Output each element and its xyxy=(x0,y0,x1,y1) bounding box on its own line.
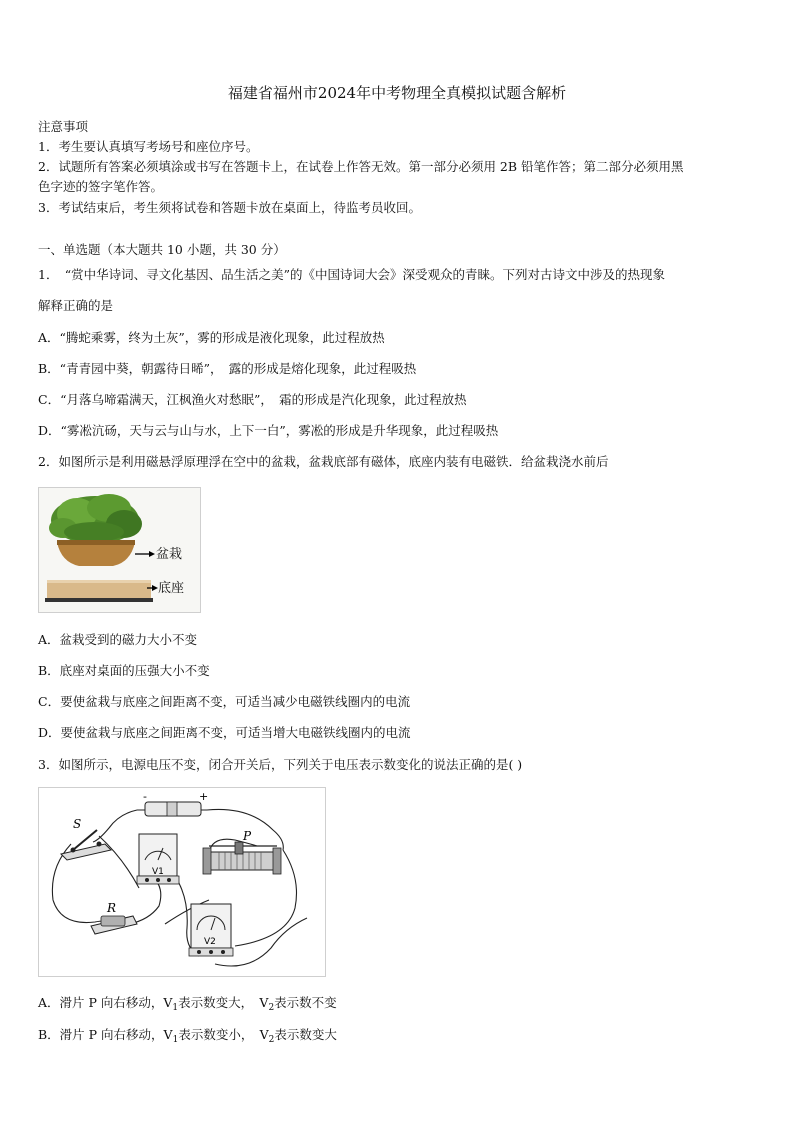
battery-minus-label: - xyxy=(143,790,147,803)
notice-item: 2．试题所有答案必须填涂或书写在答题卡上，在试卷上作答无效。第一部分必须用 2B 铅笔作答；第二部分必须用黑 xyxy=(38,159,684,174)
q3-option-b-text: 表示数变小， V xyxy=(178,1027,269,1042)
levitating-plant-figure xyxy=(38,487,201,613)
notice-item: 色字迹的签字笔作答。 xyxy=(38,179,164,194)
q3-option-a-sub: 2 xyxy=(268,1003,275,1013)
q2-option-d: D．要使盆栽与底座之间距离不变，可适当增大电磁铁线圈内的电流 xyxy=(38,725,411,740)
q3-option-a xyxy=(38,994,337,1017)
q1-stem-cont: 解释正确的是 xyxy=(38,298,114,313)
q2-option-c: C．要使盆栽与底座之间距离不变，可适当减少电磁铁线圈内的电流 xyxy=(38,694,411,709)
notice-item: 3．考试结束后，考生须将试卷和答题卡放在桌面上，待监考员收回。 xyxy=(38,200,421,215)
q3-option-b-text: B．滑片 P 向右移动，V xyxy=(38,1027,173,1042)
notice-item: 1．考生要认真填写考场号和座位序号。 xyxy=(38,139,259,154)
q3-option-a-text: 表示数不变 xyxy=(274,995,337,1010)
q3-stem: 3．如图所示，电源电压不变，闭合开关后，下列关于电压表示数变化的说法正确的是( ) xyxy=(38,757,523,772)
battery-icon xyxy=(137,802,207,816)
q3-option-a-sub: 1 xyxy=(172,1003,179,1013)
notice-heading: 注意事项 xyxy=(38,119,89,134)
levitating-plant-illustration xyxy=(39,488,200,612)
q1-option-a: A．“腾蛇乘雾，终为土灰”，雾的形成是液化现象，此过程放热 xyxy=(38,330,385,345)
page-title: 福建省福州市2024年中考物理全真模拟试题含解析 xyxy=(227,84,567,102)
q1-stem: 1． “赏中华诗词、寻文化基因、品生活之美”的《中国诗词大会》深受观众的青睐。下列对古诗文中涉及的热现象 xyxy=(38,267,665,282)
q1-option-b: B．“青青园中葵，朝露待日晞”， 露的形成是熔化现象，此过程吸热 xyxy=(38,361,417,376)
switch-label: S xyxy=(73,817,82,831)
q2-option-b: B．底座对桌面的压强大小不变 xyxy=(38,663,210,678)
v2-label: V2 xyxy=(204,937,216,947)
voltmeter-v2-icon xyxy=(189,904,233,956)
resistor-label: R xyxy=(107,901,117,915)
section-heading: 一、单选题（本大题共 10 小题，共 30 分） xyxy=(38,242,286,257)
q3-option-a-text: 表示数变大， V xyxy=(178,995,269,1010)
pot-label: 盆栽 xyxy=(156,547,183,562)
battery-plus-label: + xyxy=(199,790,209,803)
q3-option-b-sub: 2 xyxy=(268,1035,275,1045)
q3-option-b-sub: 1 xyxy=(172,1035,179,1045)
q1-option-d: D．“雾凇沆砀，天与云与山与水，上下一白”，雾凇的形成是升华现象，此过程吸热 xyxy=(38,423,499,438)
circuit-diagram xyxy=(39,788,325,976)
q1-option-c: C．“月落乌啼霜满天，江枫渔火对愁眠”， 霜的形成是汽化现象，此过程放热 xyxy=(38,392,467,407)
base-label: 底座 xyxy=(158,581,185,596)
q3-option-a-text: A．滑片 P 向右移动，V xyxy=(38,995,173,1010)
q2-option-a: A．盆栽受到的磁力大小不变 xyxy=(38,632,198,647)
q3-option-b xyxy=(38,1026,337,1049)
slider-label: P xyxy=(243,829,252,843)
q3-option-b-text: 表示数变大 xyxy=(274,1027,337,1042)
v1-label: V1 xyxy=(152,867,164,877)
q2-stem: 2．如图所示是利用磁悬浮原理浮在空中的盆栽，盆栽底部有磁体，底座内装有电磁铁．给盆栽浇水前后 xyxy=(38,454,609,469)
circuit-figure xyxy=(38,787,326,977)
